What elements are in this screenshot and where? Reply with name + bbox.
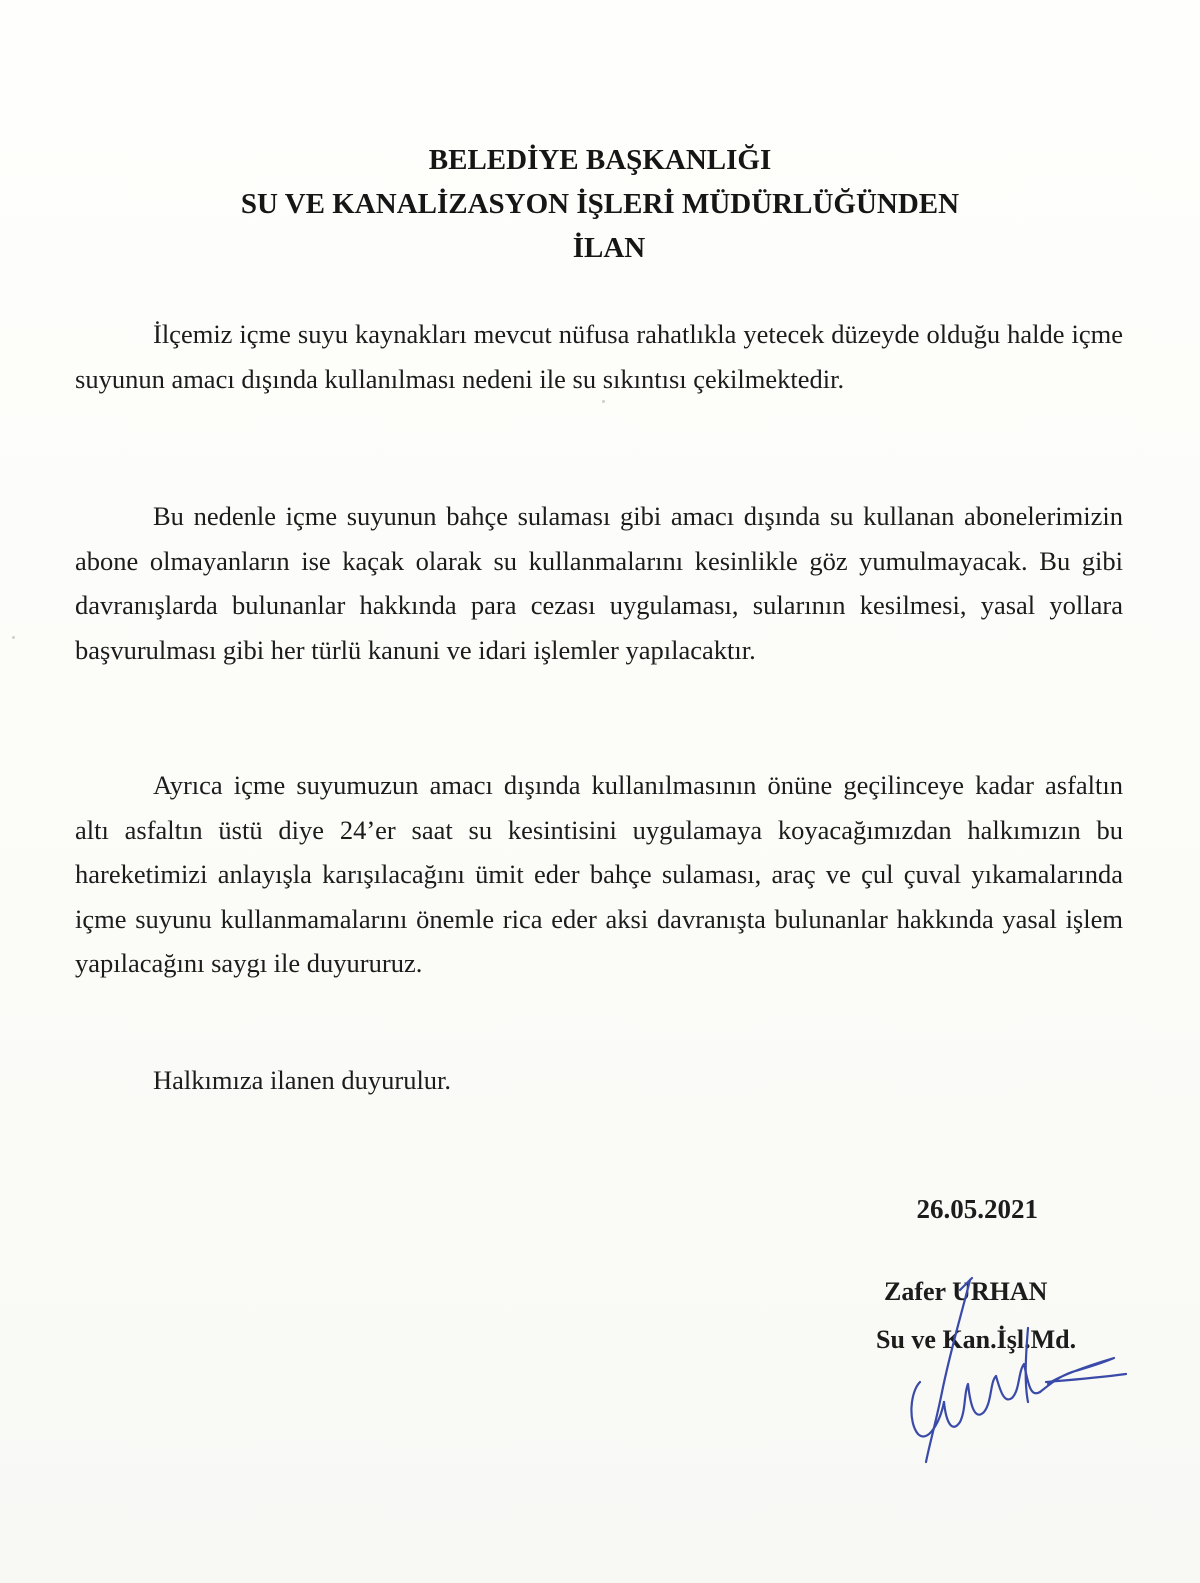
scan-speck [602, 400, 605, 403]
handwritten-signature [900, 1272, 1130, 1472]
heading-municipality: BELEDİYE BAŞKANLIĞI [428, 144, 772, 176]
document-heading [0, 138, 1200, 270]
closing-paragraph: Halkımıza ilanen duyurulur. [153, 1065, 452, 1095]
paragraph-1: İlçemiz içme suyu kaynakları mevcut nüfusa rahatlıkla yetecek düzeyde olduğu halde içme suyunun amacı dışında kullanılması nedeni ile su sıkıntısı çekilmektedir. [75, 319, 1123, 394]
scan-speck [655, 662, 657, 664]
paragraph-3-block [75, 763, 1123, 986]
paragraph-4-block [75, 1058, 1123, 1103]
scan-speck [12, 636, 15, 639]
signer-name: Zafer URHAN [884, 1277, 1048, 1306]
paragraph-1-block [75, 312, 1123, 401]
heading-directorate: SU VE KANALİZASYON İŞLERİ MÜDÜRLÜĞÜNDEN [240, 188, 960, 220]
paragraph-3: Ayrıca içme suyumuzun amacı dışında kullanılmasının önüne geçilinceye kadar asfaltın altı asfaltın üstü diye 24’er saat su kesintisini uygulamaya koyacağımızdan halkımızın bu hareketimizi anlayışla karışılacağını ümit eder bahçe sulaması, araç ve çul çuval yıkamalarında içme suyunu kullanmamalarını önemle rica eder aksi davranışta bulunanlar hakkında yasal işlem yapılacağını saygı ile duyururuz. [75, 770, 1123, 978]
document-date: 26.05.2021 [916, 1194, 1038, 1224]
paragraph-2-block [75, 494, 1123, 672]
paragraph-2: Bu nedenle içme suyunun bahçe sulaması gibi amacı dışında su kullanan abonelerimizin abone olmayanların ise kaçak olarak su kullanmalarını kesinlikle göz yumulmayacak. Bu gibi davranışlarda bulunanlar hakkında para cezası uygulaması, sularının kesilmesi, yasal yollara başvurulması gibi her türlü kanuni ve idari işlemler yapılacaktır. [75, 501, 1123, 665]
heading-announcement: İLAN [572, 232, 646, 264]
signer-title: Su ve Kan.İşl.Md. [876, 1325, 1077, 1354]
